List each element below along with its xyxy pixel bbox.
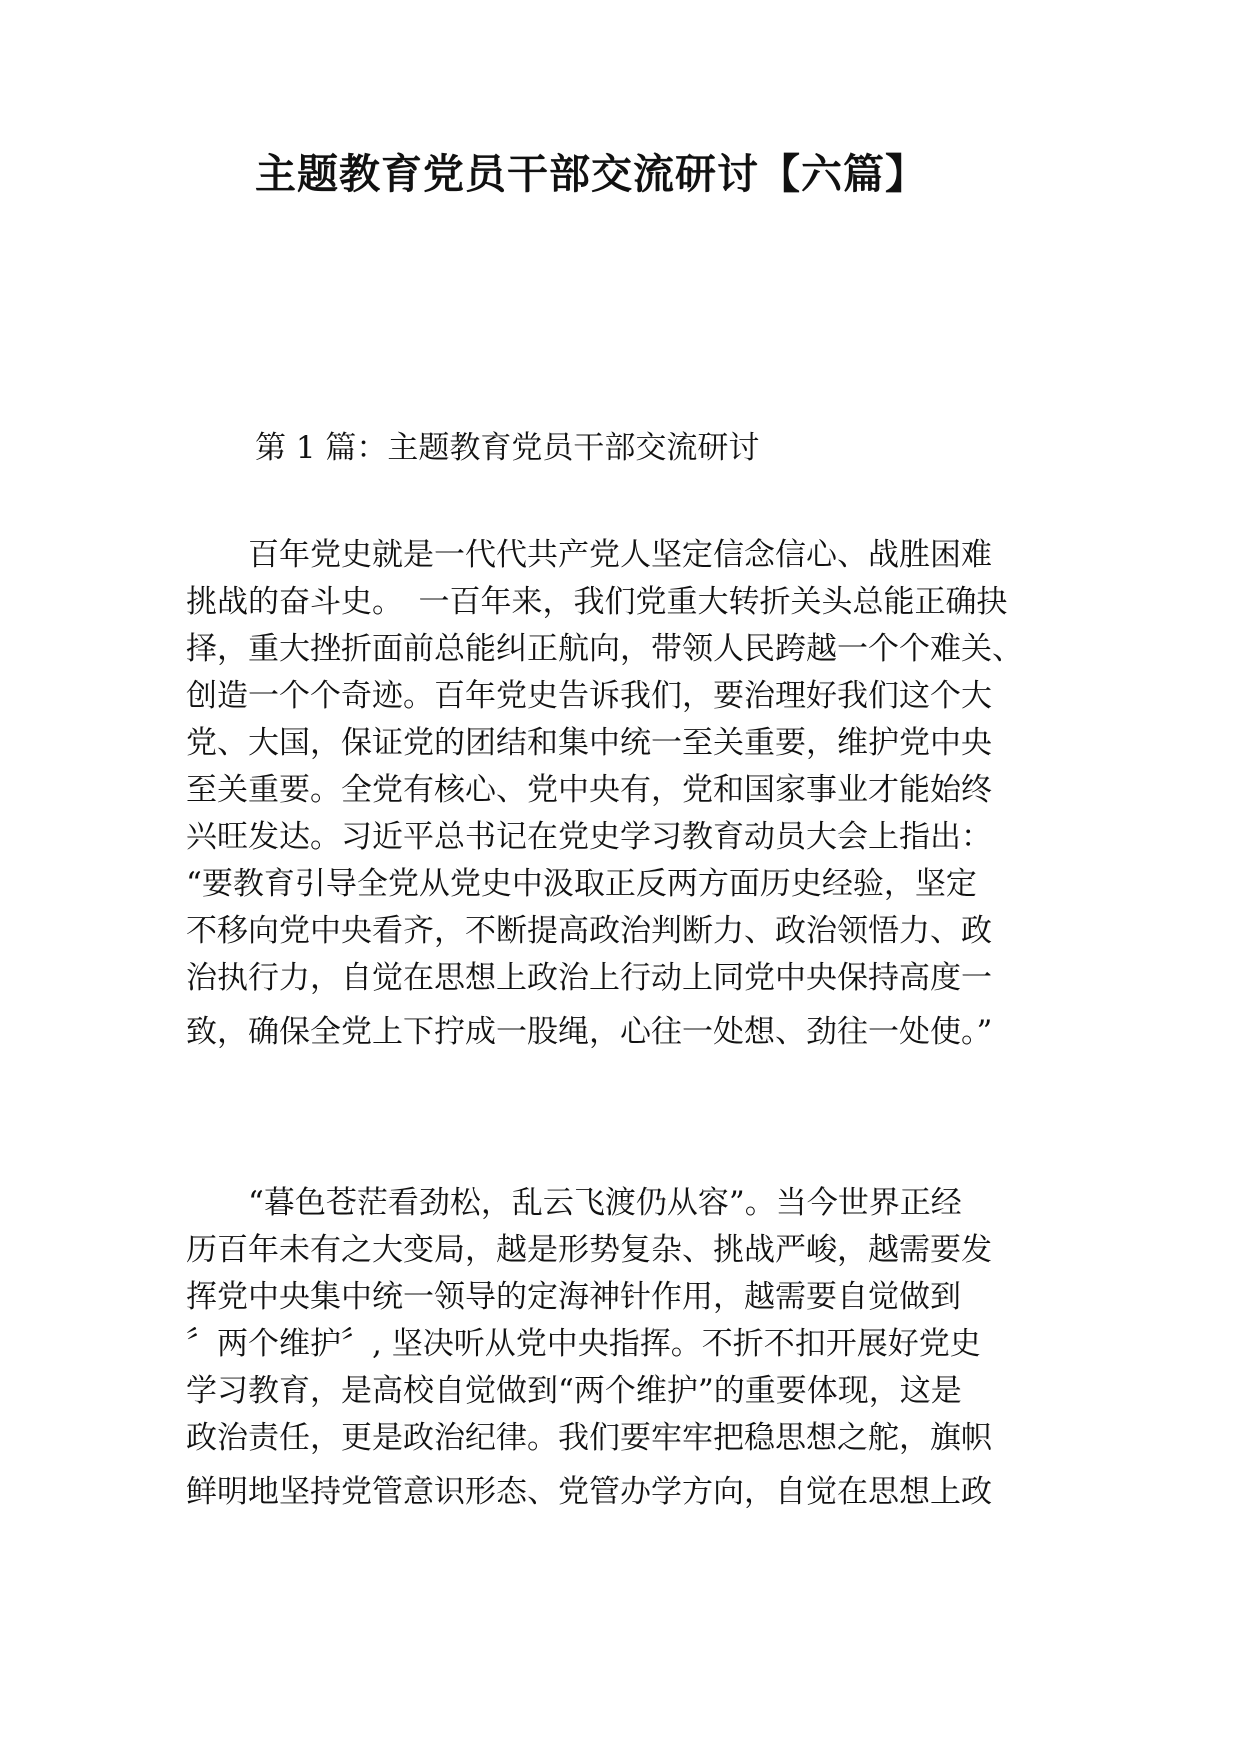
paragraph-line: 百年党史就是一代代共产党人坚定信念信心、战胜困难 — [186, 537, 992, 573]
paragraph-line: “要教育引导全党从党史中汲取正反两方面历史经验，坚定 — [186, 866, 977, 902]
paragraph-line: 致，确保全党上下拧成一股绳，心往一处想、劲往一处使。” — [186, 1014, 993, 1050]
paragraph-line: 学习教育，是高校自觉做到“两个维护”的重要体现，这是 — [186, 1373, 962, 1409]
paragraph-line: 鲜明地坚持党管意识形态、党管办学方向，自觉在思想上政 — [186, 1474, 992, 1510]
paragraph-line: 至关重要。全党有核心、党中央有，党和国家事业才能始终 — [186, 772, 992, 808]
paragraph-line: 挥党中央集中统一领导的定海神针作用，越需要自觉做到 — [186, 1279, 961, 1315]
paragraph-line: 党、大国，保证党的团结和集中统一至关重要，维护党中央 — [186, 725, 992, 761]
paragraph-line: 治执行力，自觉在思想上政治上行动上同党中央保持高度一 — [186, 960, 992, 996]
paragraph-line: 历百年未有之大变局，越是形势复杂、挑战严峻，越需要发 — [186, 1232, 992, 1268]
paragraph-line: 挑战的奋斗史。 一百年来，我们党重大转折关头总能正确抉 — [186, 584, 1008, 620]
paragraph-line: “暮色苍茫看劲松，乱云飞渡仍从容”。当今世界正经 — [186, 1185, 962, 1221]
paragraph-line: 不移向党中央看齐，不断提高政治判断力、政治领悟力、政 — [186, 913, 992, 949]
paragraph-line: 政治责任，更是政治纪律。我们要牢牢把稳思想之舵，旗帜 — [186, 1420, 992, 1456]
paragraph-line: 〞两个维护〞, 坚决听从党中央指挥。不折不扣开展好党史 — [186, 1326, 981, 1362]
paragraph-line: 兴旺发达。习近平总书记在党史学习教育动员大会上指出： — [186, 819, 992, 855]
paragraph-line: 创造一个个奇迹。百年党史告诉我们，要治理好我们这个大 — [186, 678, 992, 714]
chapter-heading: 第 1 篇：主题教育党员干部交流研讨 — [255, 430, 760, 466]
document-title: 主题教育党员干部交流研讨【六篇】 — [255, 150, 927, 198]
paragraph-line: 择，重大挫折面前总能纠正航向，带领人民跨越一个个难关、 — [186, 631, 1023, 667]
